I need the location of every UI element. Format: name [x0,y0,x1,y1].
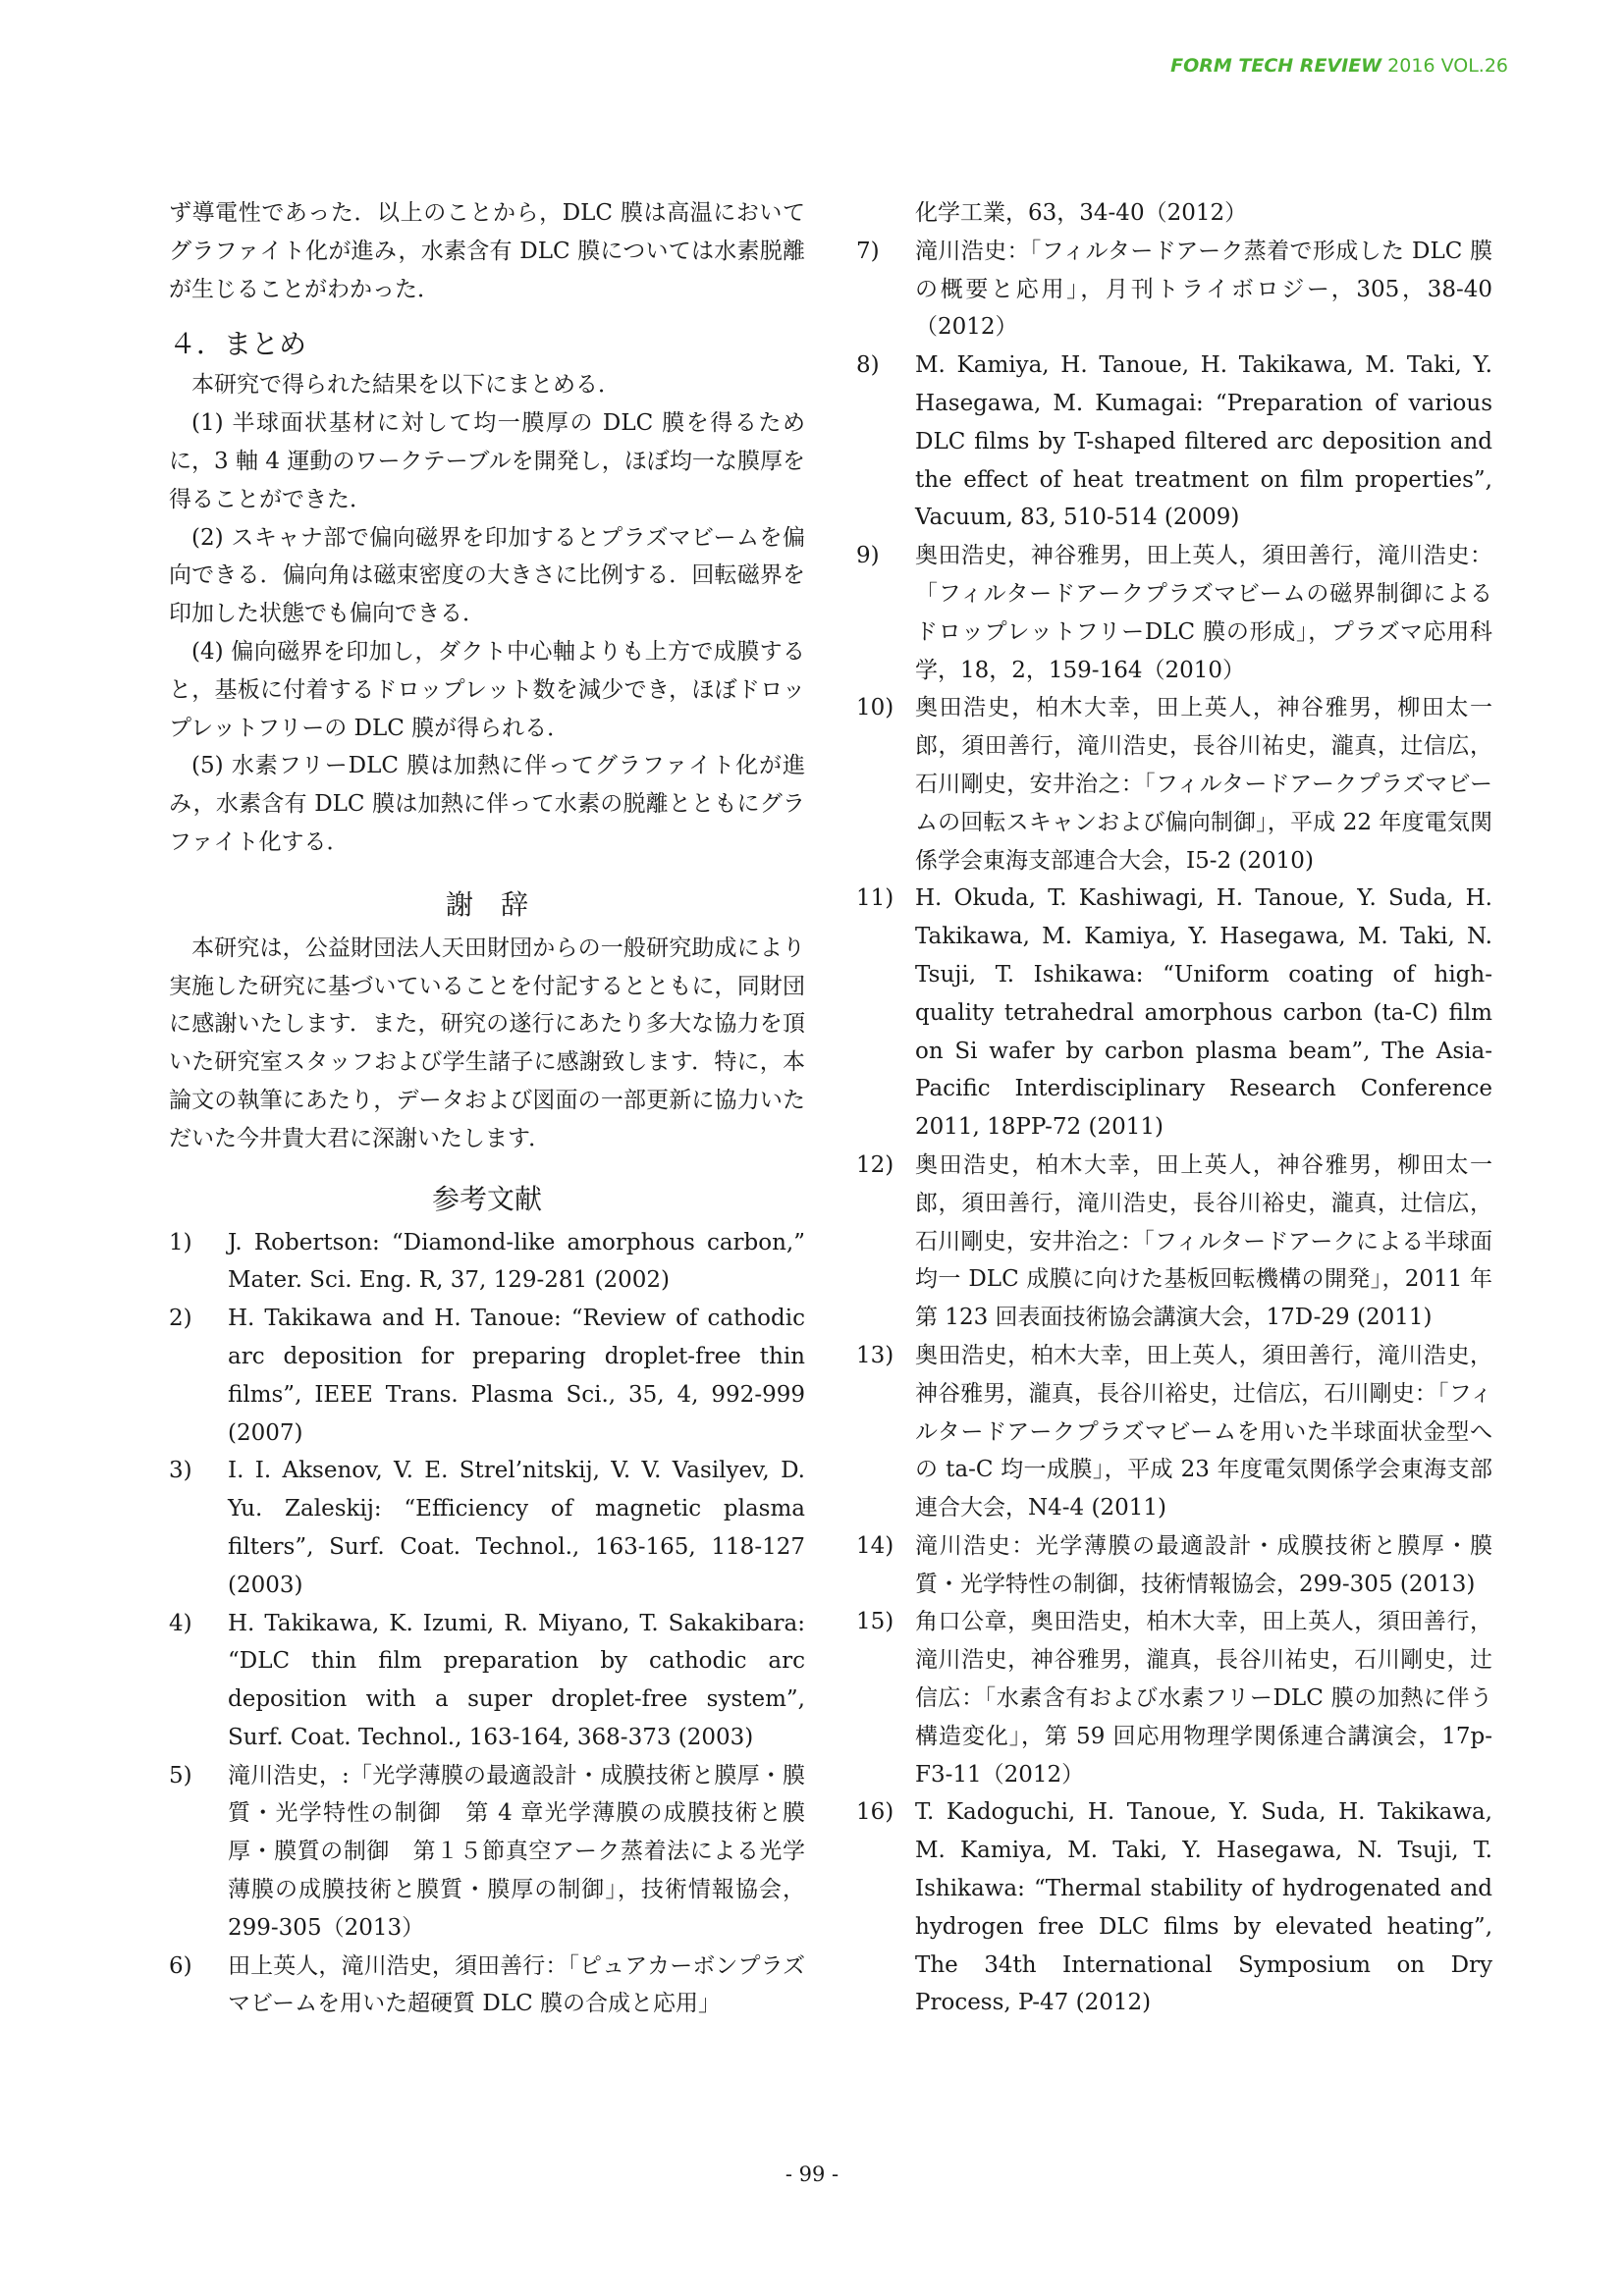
reference-number: 11) [856,885,894,912]
reference-number: 4) [169,1610,192,1636]
reference-text: 奥田浩史，柏木大幸，田上英人，神谷雅男，柳田太一郎，須田善行，滝川浩史，長谷川裕史，瀧真，辻信広，石川剛史，安井治之：「フィルタードアークによる半球面均一 DLC 成膜に向けた基板回転機構の開発」，2011 年第 123 回表面技術協会講演大会，17D-29 (2011) [915,1151,1492,1331]
reference-item [856,1527,1492,1604]
reference-text: H. Takikawa, K. Izumi, R. Miyano, T. Sakakibara: “DLC thin film preparation by cathodic arc deposition with a super droplet-free system”, Surf. Coat. Technol., 163-164, 368-373 (2003) [228,1610,805,1750]
reference-item [856,347,1492,537]
reference-text: 田上英人，滝川浩史，須田善行：「ピュアカーボンプラズマビームを用いた超硬質 DLC 膜の合成と応用」 [228,1952,805,2017]
section-4-lead: 本研究で得られた結果を以下にまとめる． [191,372,621,399]
reference-item [856,1147,1492,1337]
intro-paragraph: ず導電性であった．以上のことから，DLC 膜は高温においてグラファイト化が進み，水素含有 DLC 膜については水素脱離が生じることがわかった． [169,200,805,302]
reference-item [856,689,1492,880]
reference-number: 7) [856,238,880,264]
reference-item [169,1300,805,1452]
reference-text: 滝川浩史：光学薄膜の最適設計・成膜技術と膜厚・膜質・光学特性の制御，技術情報協会，299-305 (2013) [915,1532,1492,1597]
reference-text: I. I. Aksenov, V. E. Strel’nitskij, V. V. Vasilyev, D. Yu. Zaleskij: “Efficiency of magnetic plasma filters”, Surf. Coat. Technol., 163-165, 118-127 (2003) [228,1458,805,1598]
reference-item [856,537,1492,689]
journal-brand: FORM TECH REVIEW [1170,55,1382,77]
reference-number: 1) [169,1229,192,1255]
reference-number: 3) [169,1458,192,1484]
summary-item: (4) 偏向磁界を印加し，ダクト中心軸よりも上方で成膜すると，基板に付着するドロップレット数を減少でき，ほぼドロップレットフリーの DLC 膜が得られる． [169,638,805,741]
journal-issue: 2016 VOL.26 [1381,55,1508,77]
reference-number: 12) [856,1151,894,1178]
reference-text: 奥田浩史，柏木大幸，田上英人，須田善行，滝川浩史，神谷雅男，瀧真，長谷川裕史，辻信広，石川剛史：「フィルタードアークプラズマビームを用いた半球面状金型への ta-C 均一成膜」，平成 23 年度電気関係学会東海支部連合大会，N4-4 (2011) [915,1342,1492,1522]
reference-continuation: 化学工業，63，34-40（2012） [915,200,1248,226]
reference-text: H. Takikawa and H. Tanoue: “Review of cathodic arc deposition for preparing droplet-free thin films”, IEEE Trans. Plasma Sci., 35, 4, 992-999 (2007) [228,1306,805,1446]
reference-text: 奥田浩史，神谷雅男，田上英人，須田善行，滝川浩史：「フィルタードアークプラズマビームの磁界制御によるドロップレットフリーDLC 膜の形成」，プラズマ応用科学，18，2，159-164（2010） [915,543,1492,683]
reference-number: 6) [169,1952,192,1979]
reference-item [856,1337,1492,1527]
reference-text: T. Kadoguchi, H. Tanoue, Y. Suda, H. Takikawa, M. Kamiya, M. Taki, Y. Hasegawa, N. Tsuji, T. Ishikawa: “Thermal stability of hydrogenated and hydrogen free DLC films by elevated heating”, The 34th International Symposium on Dry Process, P-47 (2012) [915,1799,1492,2016]
reference-text: 奥田浩史，柏木大幸，田上英人，神谷雅男，柳田太一郎，須田善行，滝川浩史，長谷川祐史，瀧真，辻信広，石川剛史，安井治之：「フィルタードアークプラズマビームの回転スキャンおよび偏向制御」，平成 22 年度電気関係学会東海支部連合大会，I5-2 (2010) [915,695,1492,874]
acknowledgement-text: 本研究は，公益財団法人天田財団からの一般研究助成により実施した研究に基づいていることを付記するとともに，同財団に感謝いたします．また，研究の遂行にあたり多大な協力を頂いた研究室スタッフおよび学生諸子に感謝致します．特に，本論文の執筆にあたり，データおよび図面の一部更新に協力いただいた今井貴大君に深謝いたします． [169,934,805,1151]
reference-number: 15) [856,1609,894,1635]
right-column [856,194,1492,2022]
section-4-title: ４．まとめ [169,328,307,361]
summary-item: (1) 半球面状基材に対して均一膜厚の DLC 膜を得るために，3 軸 4 運動のワークテーブルを開発し，ほぼ均一な膜厚を得ることができた． [169,410,805,512]
reference-item [856,880,1492,1147]
reference-text: M. Kamiya, H. Tanoue, H. Takikawa, M. Taki, Y. Hasegawa, M. Kumagai: “Preparation of various DLC films by T-shaped filtered arc deposition and the effect of heat treatment on film properties”, Vacuum, 83, 510-514 (2009) [915,352,1492,531]
reference-item [169,1224,805,1301]
reference-number: 5) [169,1762,192,1789]
reference-text: 滝川浩史，:「光学薄膜の最適設計・成膜技術と膜厚・膜質・光学特性の制御 第 4 章光学薄膜の成膜技術と膜厚・膜質の制御 第１５節真空アーク蒸着法による光学薄膜の成膜技術と膜質・膜厚の制御」，技術情報協会，299-305（2013） [228,1762,805,1941]
reference-number: 16) [856,1799,894,1826]
reference-text: J. Robertson: “Diamond-like amorphous carbon,” Mater. Sci. Eng. R, 37, 129-281 (2002) [228,1229,805,1294]
summary-item: (5) 水素フリーDLC 膜は加熱に伴ってグラファイト化が進み，水素含有 DLC 膜は加熱に伴って水素の脱離とともにグラファイト化する． [169,753,805,855]
reference-item [856,233,1492,347]
reference-number: 2) [169,1306,192,1332]
reference-number: 8) [856,352,880,379]
page-number: - 99 - [785,2163,839,2186]
reference-item [169,1948,805,2024]
reference-text: 滝川浩史：「フィルタードアーク蒸着で形成した DLC 膜の概要と応用」，月刊トライボロジー，305，38-40（2012） [915,238,1492,341]
reference-item [169,1605,805,1757]
summary-item: (2) スキャナ部で偏向磁界を印加するとプラズマビームを偏向できる．偏向角は磁束密度の大きさに比例する．回転磁界を印加した状態でも偏向できる． [169,524,805,627]
reference-number: 14) [856,1532,894,1559]
reference-number: 10) [856,695,894,721]
reference-item [169,1757,805,1948]
reference-item [856,1603,1492,1793]
reference-text: H. Okuda, T. Kashiwagi, H. Tanoue, Y. Suda, H. Takikawa, M. Kamiya, Y. Hasegawa, M. Taki, N. Tsuji, T. Ishikawa: “Uniform coating of high-quality tetrahedral amorphous carbon (ta-C) film on Si wafer by carbon plasma beam”, The Asia-Pacific Interdisciplinary Research Conference 2011, 18PP-72 (2011) [915,885,1492,1141]
reference-item [856,1793,1492,2022]
reference-item [169,1452,805,1604]
reference-number: 9) [856,543,880,569]
acknowledgement-title: 謝 辞 [445,887,528,921]
reference-number: 13) [856,1342,894,1368]
left-column [169,194,805,2023]
reference-text: 角口公章，奥田浩史，柏木大幸，田上英人，須田善行，滝川浩史，神谷雅男，瀧真，長谷川祐史，石川剛史，辻信広：「水素含有および水素フリーDLC 膜の加熱に伴う構造変化」，第 59 回応用物理学関係連合講演会，17p-F3-11（2012） [915,1609,1492,1788]
references-title: 参考文献 [431,1182,542,1215]
journal-header [1170,55,1508,77]
